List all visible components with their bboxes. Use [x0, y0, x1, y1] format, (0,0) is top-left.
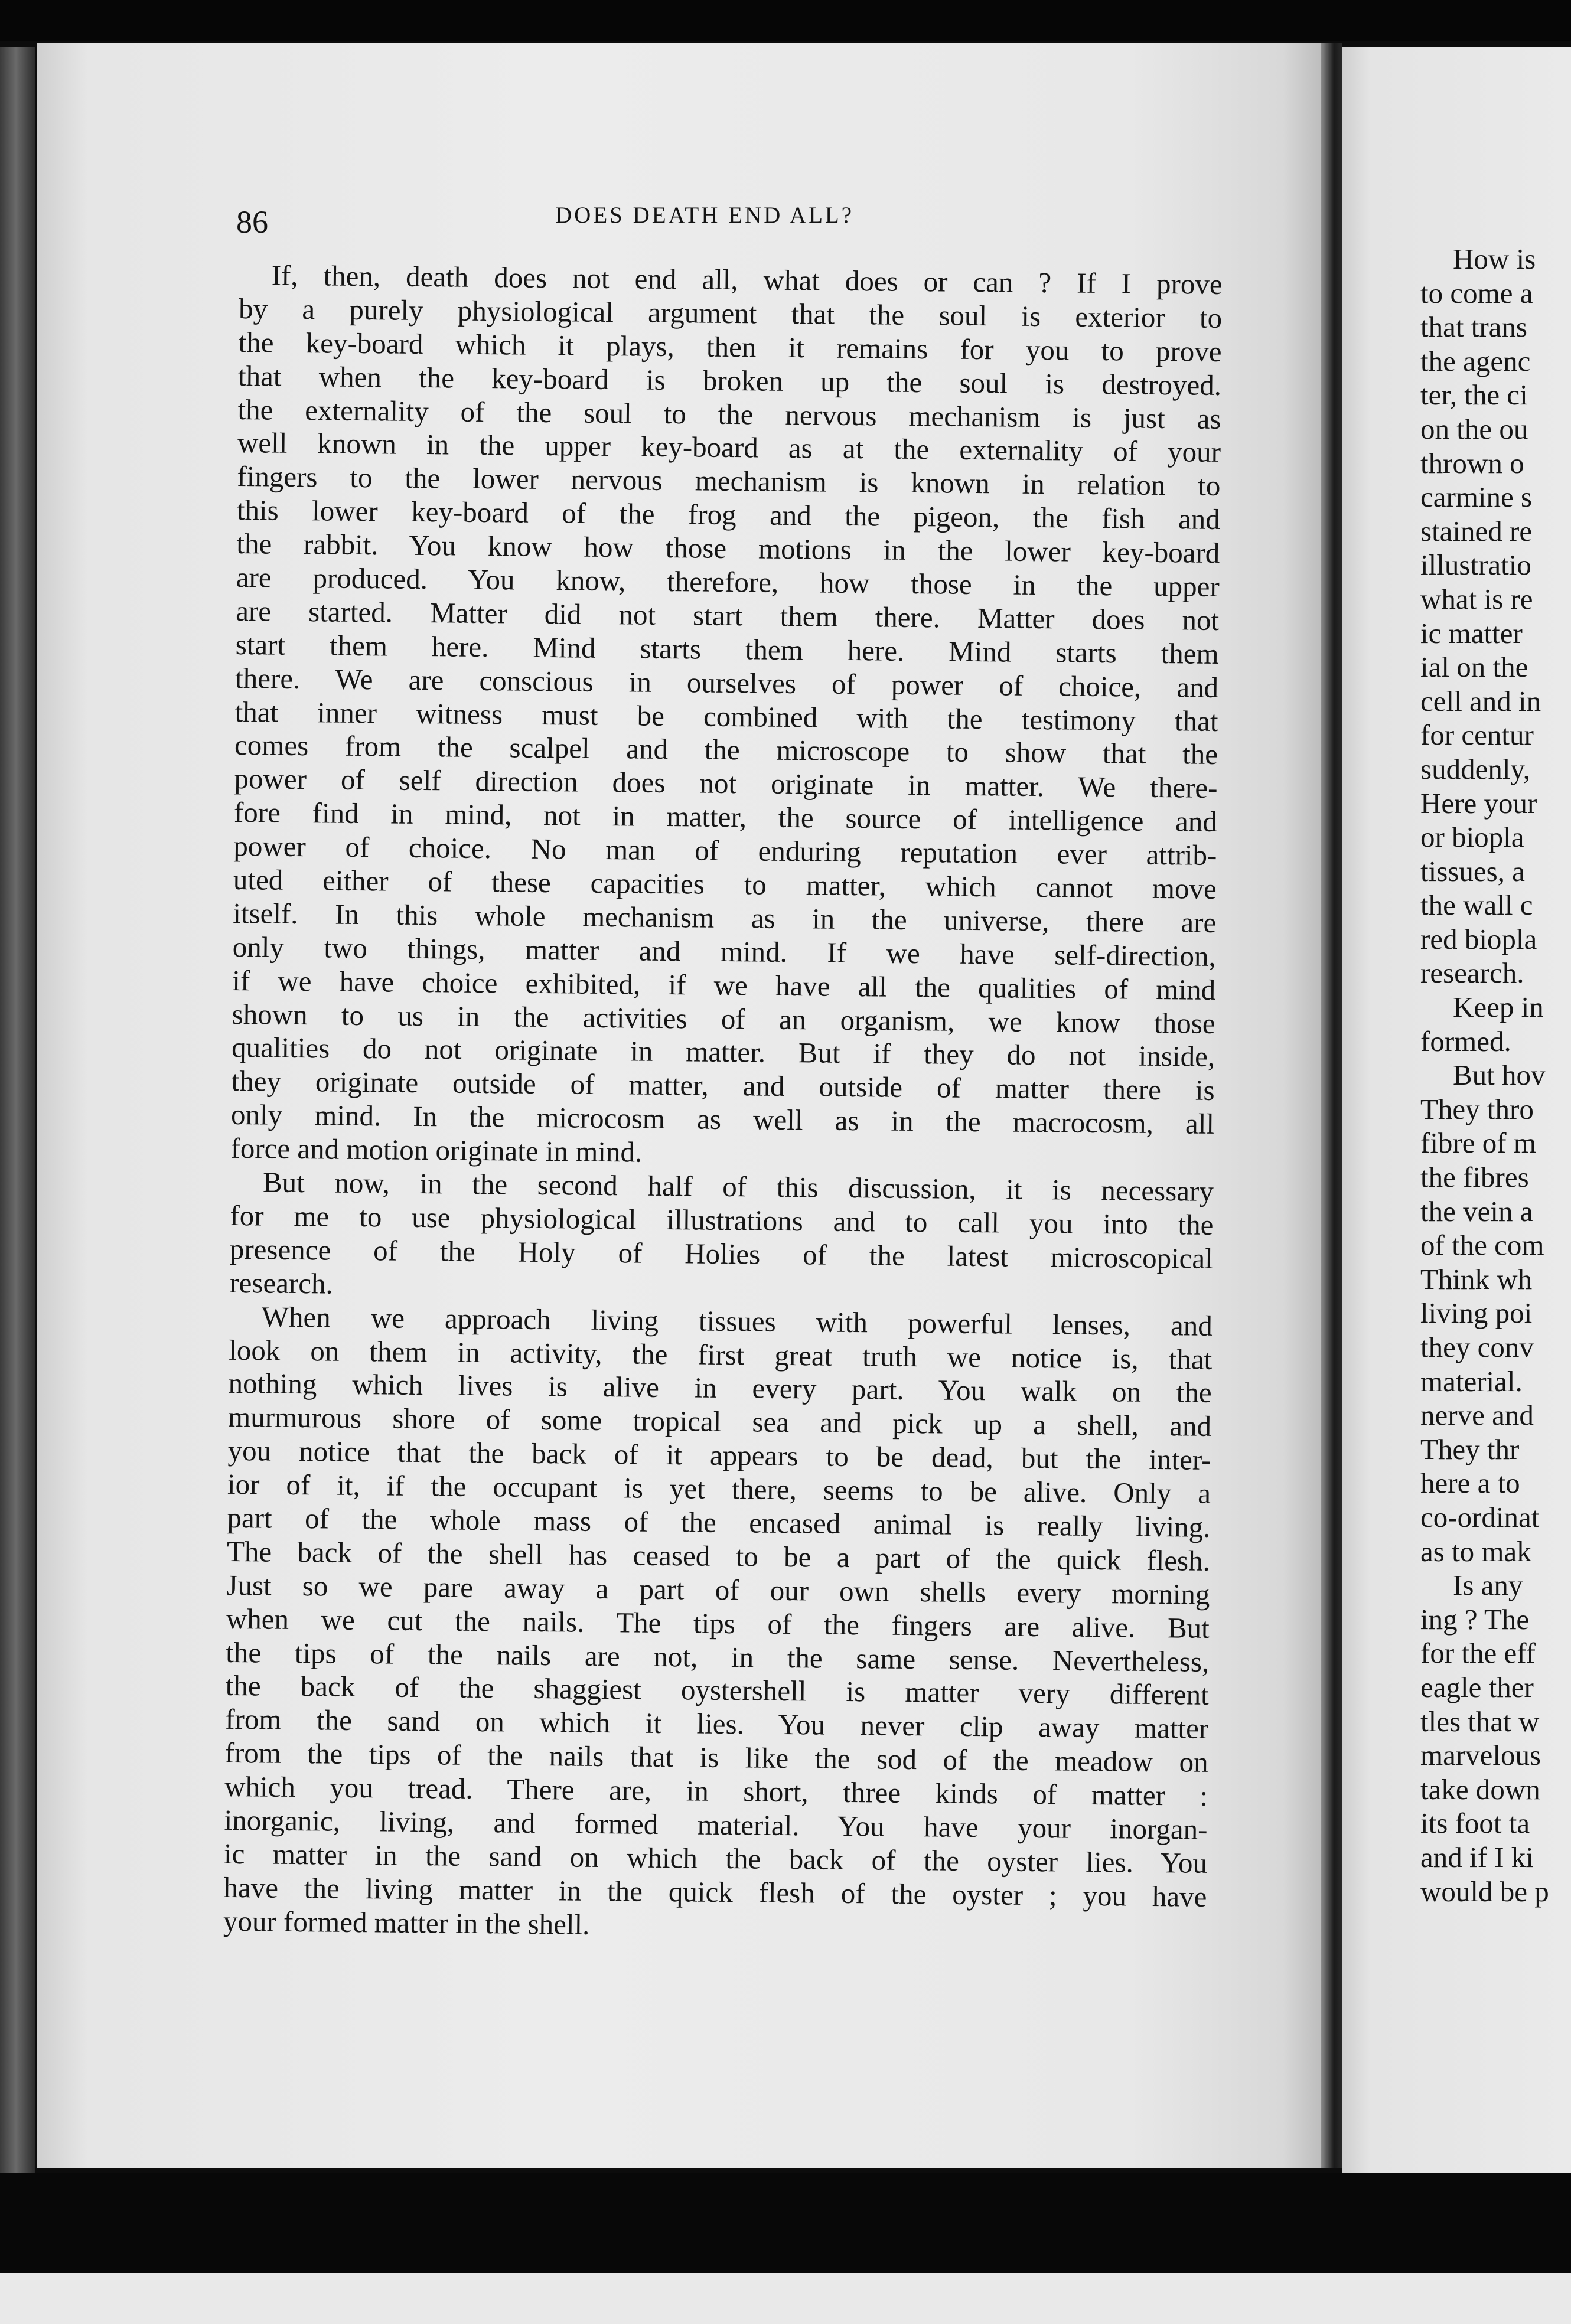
right-page-line: eagle ther	[1420, 1670, 1534, 1703]
right-page-line: illustratio	[1420, 549, 1531, 582]
body-text-line: are started. Matter did not start them there. Matter does not	[236, 594, 1220, 637]
body-text-line: ior of it, if the occupant is yet there, seems to be alive. Only a	[227, 1467, 1211, 1510]
right-page-line: They thro	[1420, 1092, 1534, 1125]
right-page-line: as to mak	[1420, 1535, 1531, 1568]
body-text-line: qualities do not originate in matter. But if they do not inside,	[231, 1031, 1215, 1073]
body-text-line: this lower key-board of the frog and the pigeon, the fish and	[236, 494, 1221, 536]
right-page-line: co-ordinat	[1420, 1500, 1540, 1533]
body-text-line: only two things, matter and mind. If we have self-direction,	[232, 930, 1217, 972]
right-page-line: and if I ki	[1420, 1840, 1534, 1873]
right-page-line: They thr	[1420, 1432, 1520, 1465]
body-text-line: if we have choice exhibited, if we have all the qualities of mind	[232, 964, 1216, 1006]
right-page-line: ter, the ci	[1420, 378, 1528, 412]
body-text-line: fingers to the lower nervous mechanism is known in relation to	[237, 460, 1221, 502]
right-page-line: the agenc	[1420, 344, 1531, 377]
body-text-line: nothing which lives is alive in every part. You walk on the	[228, 1367, 1212, 1409]
right-page-line: suddenly,	[1420, 752, 1530, 785]
right-page-line: the wall c	[1420, 889, 1533, 922]
book-gutter	[1321, 43, 1342, 2168]
body-text-line: research.	[229, 1266, 334, 1300]
page-number: 86	[236, 204, 268, 240]
right-page-line: that trans	[1420, 311, 1527, 344]
right-page-line: How is	[1453, 243, 1536, 275]
film-edge	[0, 2273, 1571, 2324]
body-text-line: power of choice. No man of enduring reputation ever attrib-	[233, 830, 1217, 872]
right-page-line: on the ou	[1420, 412, 1528, 445]
right-page-line: would be p	[1420, 1875, 1549, 1908]
body-text-line: force and motion originate in mind.	[230, 1132, 643, 1168]
right-page-line: thrown o	[1420, 446, 1524, 479]
right-page-line: But hov	[1453, 1059, 1546, 1092]
body-text-line: the externality of the soul to the nervous mechanism is just as	[237, 393, 1221, 435]
body-text-line: But now, in the second half of this discussion, it is necessary	[262, 1166, 1214, 1207]
right-page-line: living poi	[1420, 1297, 1533, 1330]
book-spine-edge	[0, 47, 35, 2173]
body-text-line: When we approach living tissues with powerful lenses, and	[261, 1300, 1213, 1342]
right-page-line: tles that w	[1420, 1705, 1540, 1738]
body-text-line: there. We are conscious in ourselves of power of choice, and	[234, 661, 1219, 704]
body-text-line: ic matter in the sand on which the back of the oyster lies. You	[223, 1837, 1208, 1879]
right-page-line: they conv	[1420, 1331, 1534, 1363]
body-text-line: from the tips of the nails that is like the sod of the meadow on	[224, 1737, 1208, 1779]
body-text-line: that when the key-board is broken up the soul is destroyed.	[237, 359, 1222, 402]
right-page-line: of the com	[1420, 1229, 1544, 1262]
right-page-line: Think wh	[1420, 1262, 1533, 1295]
body-text-line: your formed matter in the shell.	[223, 1904, 590, 1941]
body-text	[223, 259, 1223, 1947]
body-text-line: are produced. You know, therefore, how those in the upper	[236, 560, 1220, 603]
body-text-line: uted either of these capacities to matter, which cannot move	[233, 863, 1217, 905]
right-page-line: its foot ta	[1420, 1807, 1530, 1840]
film-strip-top	[0, 0, 1571, 41]
right-page-line: nerve and	[1420, 1399, 1534, 1432]
body-text-line: they originate outside of matter, and outside of matter there is	[231, 1065, 1215, 1107]
right-page-line: the fibres	[1420, 1161, 1529, 1194]
right-page-line: Keep in	[1453, 991, 1544, 1024]
right-page-line: carmine s	[1420, 481, 1533, 514]
right-page-line: for the eff	[1420, 1637, 1536, 1670]
body-text-line: you notice that the back of it appears to be dead, but the inter-	[227, 1434, 1211, 1477]
body-text-line: presence of the Holy of Holies of the latest microscopical	[229, 1232, 1214, 1275]
body-text-line: when we cut the nails. The tips of the fingers are alive. But	[226, 1602, 1210, 1644]
body-text-line: well known in the upper key-board as at the externality of your	[237, 426, 1221, 469]
running-head: DOES DEATH END ALL?	[555, 203, 855, 228]
right-page-line: here a to	[1420, 1467, 1520, 1500]
body-text-line: which you tread. There are, in short, three kinds of matter :	[224, 1770, 1208, 1812]
body-text-line: part of the whole mass of the encased animal is really living.	[227, 1501, 1211, 1543]
right-page-line: take down	[1420, 1773, 1540, 1806]
body-text-line: have the living matter in the quick flesh of the oyster ; you have	[223, 1871, 1207, 1913]
right-page-line: ial on the	[1420, 651, 1528, 684]
right-page-line: the vein a	[1420, 1194, 1533, 1228]
body-text-line: from the sand on which it lies. You never clip away matter	[224, 1703, 1209, 1745]
body-text-line: inorganic, living, and formed material. You have your inorgan-	[224, 1803, 1208, 1846]
body-text-line: that inner witness must be combined with the testimony that	[234, 695, 1218, 737]
body-text-line: for me to use physiological illustrations and to call you into the	[230, 1199, 1214, 1241]
body-text-line: start them here. Mind starts them here. Mind starts them	[235, 628, 1219, 670]
right-page-line: marvelous	[1420, 1739, 1541, 1772]
right-page-line: ic matter	[1420, 616, 1523, 649]
body-text-line: by a purely physiological argument that the soul is exterior to	[238, 292, 1223, 334]
right-page-line: formed.	[1420, 1024, 1511, 1057]
right-page-line: cell and in	[1420, 684, 1541, 717]
body-text-line: If, then, death does not end all, what does or can ? If I prove	[271, 259, 1223, 301]
right-page-line: research.	[1420, 957, 1524, 990]
right-page-line: Here your	[1420, 786, 1537, 820]
right-page-line: fibre of m	[1420, 1127, 1536, 1160]
right-page-line: red biopla	[1420, 922, 1537, 955]
body-text-line: the rabbit. You know how those motions in the lower key-board	[236, 527, 1220, 570]
right-page-line: what is re	[1420, 582, 1533, 615]
right-page-line: stained re	[1420, 514, 1533, 547]
body-text-line: fore find in mind, not in matter, the source of intelligence and	[233, 796, 1218, 838]
right-page-text	[1420, 242, 1571, 1908]
body-text-line: the back of the shaggiest oystershell is matter very different	[225, 1669, 1209, 1712]
body-text-line: murmurous shore of some tropical sea and pick up a shell, and	[227, 1401, 1212, 1443]
body-text-line: the key-board which it plays, then it remains for you to prove	[238, 325, 1222, 368]
right-page-line: ing ? The	[1420, 1602, 1530, 1636]
body-text-line: only mind. In the microcosm as well as in the macrocosm, all	[230, 1098, 1215, 1141]
body-text-line: comes from the scalpel and the microscope to show that the	[234, 729, 1218, 771]
right-page-line: Is any	[1453, 1569, 1523, 1602]
body-text-line: itself. In this whole mechanism as in the universe, there are	[233, 896, 1217, 939]
right-page-line: for centur	[1420, 719, 1534, 752]
right-page	[1342, 47, 1571, 2173]
body-text-line: The back of the shell has ceased to be a part of the quick flesh.	[226, 1535, 1211, 1577]
body-text-line: the tips of the nails are not, in the same sense. Nevertheless,	[226, 1636, 1210, 1678]
body-text-line: power of self direction does not originate in matter. We there-	[234, 762, 1218, 805]
right-page-line: tissues, a	[1420, 854, 1525, 887]
body-text-line: look on them in activity, the first great truth we notice is, that	[228, 1333, 1213, 1376]
right-page-line: or biopla	[1420, 821, 1524, 854]
body-text-line: Just so we pare away a part of our own shells every morning	[226, 1568, 1210, 1611]
right-page-line: material.	[1420, 1365, 1523, 1398]
right-page-line: to come a	[1420, 276, 1533, 309]
body-text-line: shown to us in the activities of an organism, we know those	[232, 997, 1215, 1040]
